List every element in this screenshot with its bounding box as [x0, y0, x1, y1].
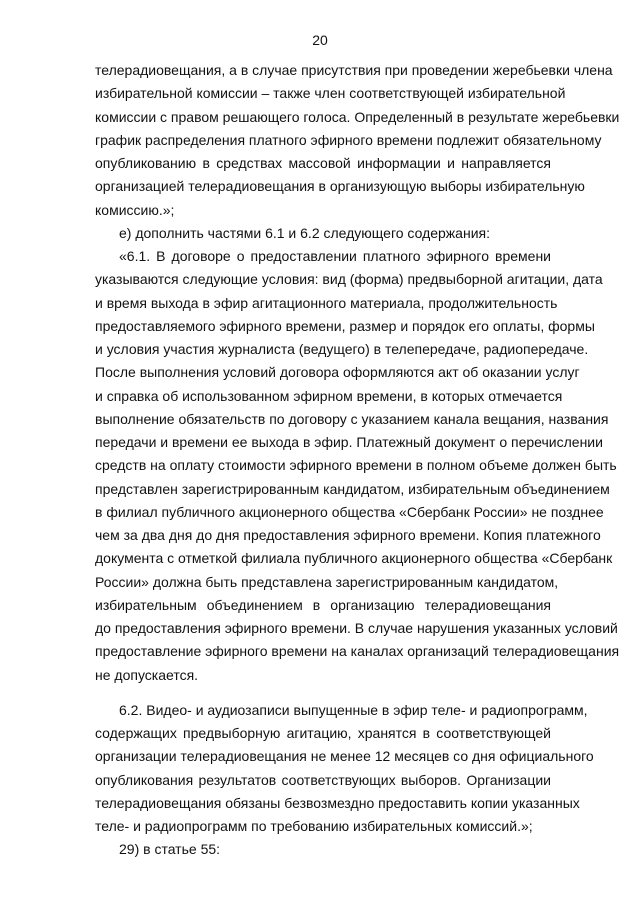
paragraph-draw-publication: [95, 59, 620, 222]
text-line: телерадиовещания, а в случае присутствия при проведении жеребьевки члена: [95, 62, 613, 78]
text-line: опубликованию в средствах массовой информации и направляется: [95, 155, 551, 171]
paragraph-article-55: [95, 838, 551, 861]
text-line: передачи и времени ее выхода в эфир. Платежный документ о перечислении: [95, 434, 603, 450]
text-line: до предоставления эфирного времени. В случае нарушения указанных условий: [95, 620, 618, 636]
text-line: не допускается.: [95, 666, 199, 683]
text-line: документа с отметкой филиала публичного акционерного общества «Сбербанк: [95, 550, 613, 567]
document-body: [95, 59, 620, 862]
text-line: теле- и радиопрограмм по требованию избирательных комиссий.»;: [95, 818, 533, 834]
text-line: график распределения платного эфирного времени подлежит обязательному: [95, 131, 602, 148]
text-line: предоставление эфирного времени на каналах организаций телерадиовещания: [95, 643, 620, 660]
text-line: 29) в статье 55:: [119, 841, 221, 858]
text-line: чем за два дня до дня предоставления эфирного времени. Копия платежного: [95, 527, 601, 543]
paragraph-part-6-2: [95, 699, 594, 839]
text-line: избирательным объединением в организацию телерадиовещания: [95, 596, 551, 613]
text-line: избирательной комиссии – также член соответствующей избирательной: [95, 85, 566, 102]
text-line: комиссию.»;: [95, 201, 175, 218]
text-line: комиссии с правом решающего голоса. Определенный в результате жеребьевки: [95, 108, 620, 125]
text-line: России» должна быть представлена зарегистрированным кандидатом,: [95, 573, 559, 590]
text-line: е) дополнить частями 6.1 и 6.2 следующего содержания:: [119, 224, 490, 241]
text-line: представлен зарегистрированным кандидатом, избирательным объединением: [95, 480, 610, 497]
text-line: и время выхода в эфир агитационного материала, продолжительность: [95, 294, 558, 311]
paragraph-amendment-e: [95, 222, 551, 245]
text-line: содержащих предвыборную агитацию, хранятся в соответствующей: [95, 725, 551, 741]
text-line: предоставляемого эфирного времени, размер и порядок его оплаты, формы: [95, 317, 595, 334]
text-line: организацией телерадиовещания в организующую выборы избирательную: [95, 178, 585, 195]
text-line: «6.1. В договоре о предоставлении платного эфирного времени: [119, 248, 551, 264]
text-line: и условия участия журналиста (ведущего) в телепередаче, радиопередаче.: [95, 341, 589, 357]
text-line: выполнение обязательств по договору с указанием канала вещания, названия: [95, 410, 609, 427]
text-line: опубликования результатов соответствующих выборов. Организации: [95, 771, 551, 788]
text-line: После выполнения условий договора оформляются акт об оказании услуг: [95, 364, 580, 381]
text-line: организации телерадиовещания не менее 12 месяцев со дня официального: [95, 748, 594, 765]
text-line: указываются следующие условия: вид (форма) предвыборной агитации, дата: [95, 271, 603, 288]
text-line: 6.2. Видео- и аудиозаписи выпущенные в эфир теле- и радиопрограмм,: [119, 701, 588, 718]
text-line: средств на оплату стоимости эфирного времени в полном объеме должен быть: [95, 457, 617, 474]
text-line: и справка об использованном эфирном времени, в которых отмечается: [95, 387, 563, 404]
text-line: телерадиовещания обязаны безвозмездно предоставить копии указанных: [95, 794, 580, 811]
text-line: в филиал публичного акционерного общества «Сбербанк России» не позднее: [95, 503, 604, 520]
paragraph-part-6-1: [95, 245, 620, 687]
page-number: 20: [312, 32, 328, 48]
